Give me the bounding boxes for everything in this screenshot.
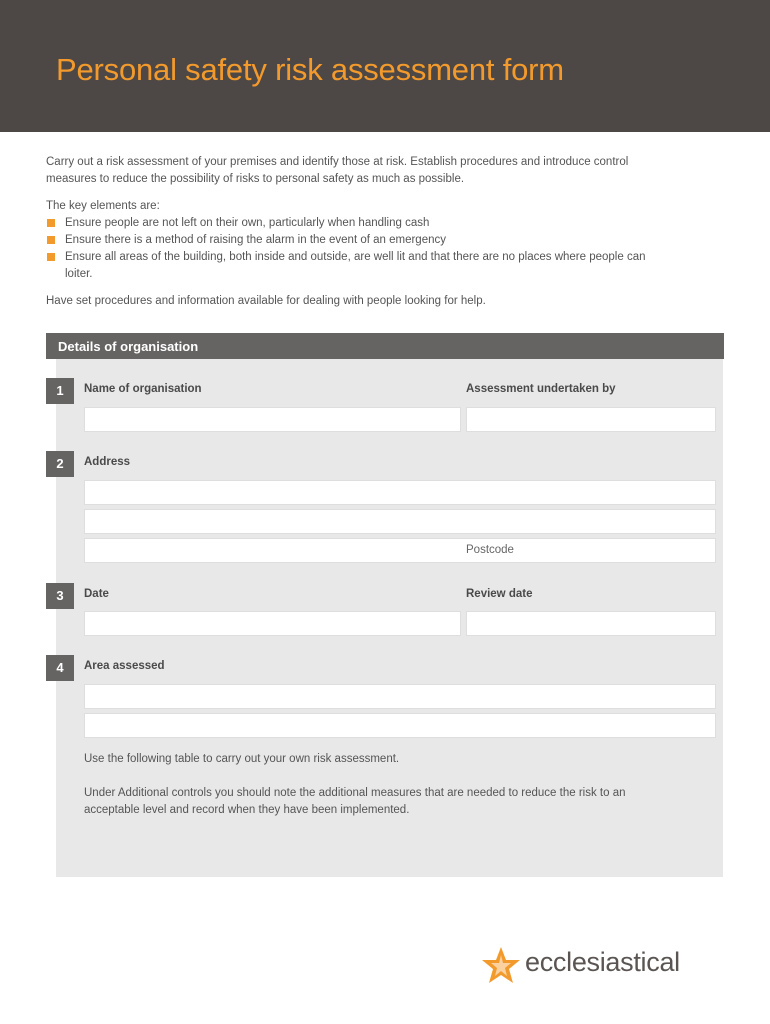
square-bullet-icon [47, 219, 55, 227]
field-number-1: 1 [46, 378, 74, 404]
field-number-3: 3 [46, 583, 74, 609]
key-elements-list [46, 215, 646, 283]
area-assessed-line-2-field[interactable] [84, 713, 716, 738]
address-line-3-field[interactable] [84, 538, 716, 563]
date-field[interactable] [84, 611, 461, 636]
address-line-2-field[interactable] [84, 509, 716, 534]
section-header: Details of organisation [46, 333, 724, 359]
table-instruction: Use the following table to carry out your own risk assessment. [84, 753, 400, 765]
area-assessed-label: Area assessed [84, 660, 165, 672]
area-assessed-line-1-field[interactable] [84, 684, 716, 709]
closing-paragraph: Have set procedures and information available for dealing with people looking for help. [46, 295, 486, 307]
organisation-name-field[interactable] [84, 407, 461, 432]
page-title: Personal safety risk assessment form [56, 52, 564, 87]
assessor-field[interactable] [466, 407, 716, 432]
postcode-label: Postcode [466, 544, 514, 556]
square-bullet-icon [47, 236, 55, 244]
address-line-1-field[interactable] [84, 480, 716, 505]
square-bullet-icon [47, 253, 55, 261]
assessor-label: Assessment undertaken by [466, 383, 616, 395]
review-date-label: Review date [466, 588, 533, 600]
ecclesiastical-logo [480, 944, 720, 988]
field-number-2: 2 [46, 451, 74, 477]
star-icon [480, 946, 522, 986]
address-label: Address [84, 456, 131, 468]
logo-text: ecclesiastical [525, 947, 680, 977]
list-item: Ensure all areas of the building, both inside and outside, are well lit and that there are no places where people can loiter. [46, 249, 646, 283]
organisation-name-label: Name of organisation [84, 383, 202, 395]
key-elements-heading: The key elements are: [46, 200, 160, 212]
page-header [0, 0, 770, 132]
intro-paragraph: Carry out a risk assessment of your premises and identify those at risk. Establish procedures and introduce control measures to reduce the possibility of risks to personal safety as much as possible. [46, 156, 629, 185]
list-item: Ensure there is a method of raising the alarm in the event of an emergency [46, 232, 646, 249]
date-label: Date [84, 588, 109, 600]
list-item: Ensure people are not left on their own, particularly when handling cash [46, 215, 646, 232]
review-date-field[interactable] [466, 611, 716, 636]
additional-controls-note: Under Additional controls you should note the additional measures that are needed to reduce the risk to an acceptable level and record when they have been implemented. [84, 787, 626, 816]
intro-text [46, 154, 646, 320]
field-number-4: 4 [46, 655, 74, 681]
